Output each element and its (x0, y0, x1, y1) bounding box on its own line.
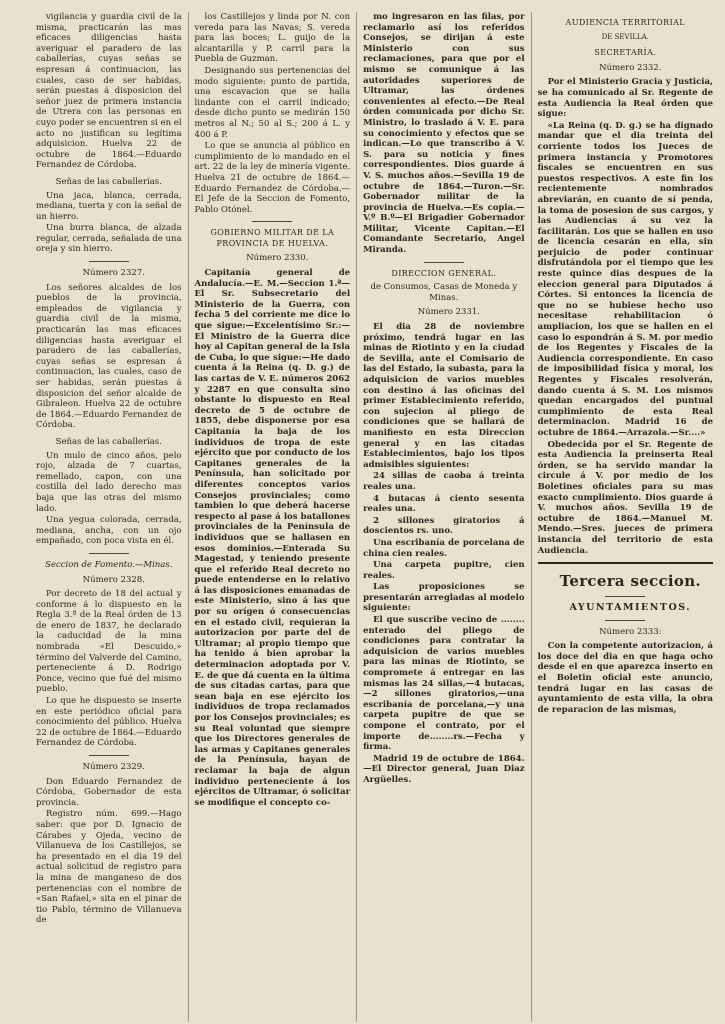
heading: Señas de las caballerías. (55, 436, 162, 447)
bold-notice (538, 641, 713, 715)
column-rule (188, 12, 189, 1022)
divider (89, 553, 129, 554)
subheading: DE SEVILLA. (601, 32, 649, 41)
paragraph: Una jaca, blanca, cerrada, mediana, tuerta y con la señal de un hierro. (36, 190, 182, 222)
paragraph: Registro núm. 699.—Hago saber: que por D. Ignacio de Cárabes y Ojeda, vecino de Villanueva de los Castillejos, se ha presentado en el dia 19 del actual solicitud de registro para la mina de manganeso de dos pertenencias con el nombre de «San Rafael,» sita en el pinar de tio Pablo, término de Villanueva de (36, 809, 182, 926)
bold-notice (363, 12, 525, 256)
paragraph: Don Eduardo Fernandez de Córdoba, Gobernador de esta provincia. (36, 776, 182, 808)
paragraph: Lo que se anuncia al público en cumplimiento de lo mandado en el art. 22 de la ley de minería vigente. Huelva 21 de octubre de 1864.—Eduardo Fernandez de Córdoba.—El Jefe de la Seccion de Fomento, Pablo Otónel. (194, 141, 351, 215)
heading: AYUNTAMIENTOS. (569, 602, 692, 614)
column-4 (532, 12, 719, 1022)
paragraph: Las proposiciones se presentarán arregladas al modelo siguiente: (363, 582, 525, 614)
paragraph: 2 sillones giratorios á doscientos rs. uno. (363, 515, 525, 537)
heading: GOBIERNO MILITAR DE LA PROVINCIA DE HUELVA. (210, 228, 335, 248)
paragraph: 24 sillas de caoba á treinta reales una. (363, 471, 525, 492)
paragraph: Una carpeta pupitre, cien reales. (363, 560, 525, 581)
paragraph: Una burra blanca, de alzada regular, cerrada, señalada de una oreja y sin hierro. (36, 223, 182, 255)
paragraph: Capitanía general de Andalucía.—E. M.—Seccion 1.ª—El Sr. Subsecretario del Ministerio de la Guerra, con fecha 5 del corriente me dice lo que sigue:—Excelentísimo Sr.:—El Ministro de la Guerra dice hoy al Capitan general de la Isla de Cuba, lo que sigue:—He dado cuenta á la Reina (q. D. g.) de las cartas de V. E. números 2062 y 2287 en que consulta sino obstante lo dispuesto en Real decreto de 5 de octubre de 1855, debe disponerse por esa Capitanía la baja de los individuos de tropa de este ejército que por conducto de los Capitanes generales de la Península, han solicitado por diferentes conceptos varios Consejos provinciales; como tambien lo que deberá hacerse respecto al pase á los batallones provinciales de la Península de individuos que se hallasen en esos dominios.—Enterada Su Magestad, y teniendo presente que el referido Real decreto no puede entenderse en lo relativo á las disposiciones emanadas de este Ministerio, sino á las que por su orígen ó consecuencias en el estado civil, requieran la autorizacion por parte del de Ultramar; al propio tiempo que ha tenido á bien aprobar la determinacion adoptada por V. E. de que dá cuenta en la última de sus citadas cartas, para que sean baja en ese ejército los individuos de tropa reclamados por los Consejos provinciales; es su Real voluntad que siempre que los Directores generales de las armas y Capitanes generales de la Península, hayan de reclamar la baja de algun individuo perteneciente á los ejércitos de Ultramar, ó solicitar se modifique el concepto co- (194, 268, 351, 808)
divider (605, 596, 645, 597)
notice-number: Número 2327. (82, 268, 145, 279)
paragraph: Madrid 19 de octubre de 1864.—El Director general, Juan Diaz Argüelles. (363, 753, 525, 785)
paragraph: Una yegua colorada, cerrada, mediana, ancha, con un ojo empañado, con poca vista en él. (36, 515, 182, 547)
paragraph: El dia 28 de noviembre próximo, tendrá lugar en las minas de Riotinto y en la ciudad de Sevilla, ante el Comisario de las del Estado, la subasta, para la adquisicion de varios muebles con destino á las oficinas del primer Establecimiento referido, con sujecion al pliego de condiciones que se hallará de manifiesto en esta Direccion general y en las citadas Establecimientos, bajo los tipos admisibles siguientes: (363, 322, 525, 470)
section-rule (538, 562, 713, 564)
section-title: Tercera seccion. (559, 572, 701, 591)
column-1 (30, 12, 188, 1022)
divider (89, 261, 129, 262)
paragraph: Por el Ministerio Gracia y Justicia, se ha comunicado al Sr. Regente de esta Audiencia la Real órden que sigue: (537, 77, 714, 120)
notice-number: Número 2328. (82, 574, 145, 585)
divider (424, 262, 464, 263)
paragraph: «La Reina (q. D. g.) se ha dignado mandar que el dia treinta del corriente todos los Jueces de primera instancia y Promotores fiscales se encuentren en sus puestos respectivos. A este fin los recientemente nombrados abreviarán, en cuanto de sí penda, la toma de posesion de sus cargos, y las Audiencias á su vez la facilitarán. Los que se hallen en uso de licencia cesarán en ella, sin perjuicio de poder continuar disfrutándola por el tiempo que les reste quince dias despues de la eleccion general para Diputados á Córtes. Si entonces la licencia de que no se hubiese hecho uso necesitase rehabilitacion ó ampliacion, los que se hallen en el caso lo espondrán á S. M. por medio de los Regentes y Fiscales de la Audiencia correspondiente. En caso de imposibilidad física y moral, los Regentes y Fiscales resolverán, dando cuenta á S. M. Los mismos quedan encargados del puntual cumplimiento de esta Real determinacion. Madrid 16 de octubre de 1864.—Arrazola.—Sr....» (537, 120, 714, 438)
paragraph: Obedecida por el Sr. Regente de esta Audiencia la preinserta Real órden, se ha servido mandar la circule á V. por medio de los Boletines oficiales para su mas exacto cumplimiento. Dios guarde á V. muchos años. Sevilla 19 de octubre de 1864.—Manuel M. Mendo.—Sres. jueces de primera instancia del territorio de esta Audiencia. (537, 439, 714, 556)
bold-notice (195, 268, 351, 808)
notice-number: Número 2329. (82, 762, 145, 772)
divider (252, 221, 292, 222)
divider (605, 620, 645, 621)
columns (30, 12, 719, 1022)
paragraph: Lo que he dispuesto se inserte en este periódico oficial para conocimiento del público. Huelva 22 de octubre de 1864.—Eduardo Fernandez de Córdoba. (36, 696, 182, 749)
paragraph: Con la competente autorizacion, á los doce del dia en que haga ocho desde el en que aparezca inserto en el Boletin oficial este anuncio, tendrá lugar en las casas de ayuntamiento de esta villa, la obra de reparacion de las mismas, (537, 641, 714, 715)
notice-number: Número 2330. (246, 253, 309, 264)
subheading: de Consumos, Casas de Moneda y Minas. (370, 282, 518, 303)
heading: SECRETARÍA. (594, 48, 657, 58)
column-rule (356, 12, 357, 1022)
heading: Señas de las caballerías. (55, 176, 162, 187)
notice-number: Número 2331. (417, 307, 480, 318)
column-3 (357, 12, 531, 1022)
section-label: Seccion de Fomento.—Minas. (45, 559, 173, 570)
paragraph: Un mulo de cinco años, pelo rojo, alzada de 7 cuartas, remellado, capon, con una costilla del lado derecho mas baja que las otras del mismo lado. (36, 450, 182, 514)
divider (89, 755, 129, 756)
paragraph: 4 butacas á ciento sesenta reales una. (363, 493, 525, 515)
paragraph: El que suscribe vecino de ........ enterado del pliego de condiciones para contratar la adquisicion de varios muebles para las minas de Riotinto, se compromete á entregar en las mismas las 24 sillas,—4 butacas,—2 sillones giratorios,—una escribanía de porcelana,—y una carpeta pupitre de que se compone el contrato, por el importe de........rs.—Fecha y firma. (363, 615, 525, 753)
paragraph: vigilancia y guardia civil de la misma, practicarán las mas eficaces diligencias hasta averiguar el paradero de las caballerías, cuyas señas se espresan á continuacion, las cuales, caso de ser habidas, serán puestas á disposicion del señor juez de primera instancia de Utrera con las personas en cuyo poder se encuentren si en el acto no justifican su legítima adquisicion. Huelva 22 de octubre de 1864.—Eduardo Fernandez de Córdoba. (36, 12, 182, 171)
paragraph: Una escribanía de porcelana de china cien reales. (363, 537, 525, 559)
bold-notice (538, 77, 713, 556)
paragraph: los Castillejos y linda por N. con vereda para las Navas; S. vereda para las boces; L. guijo de la alcantarilla y P. carril para la Puebla de Guzman. (194, 12, 351, 65)
paragraph: mo ingresaron en las filas, por reclamarlo así los referidos Consejos, se dirijan á este Ministerio con sus reclamaciones, para que por el mismo se comunique á las autoridades superiores de Ultramar, las órdenes convenientes al efecto.—De Real órden comunicada por dicho Sr. Ministro, lo traslado á V. E. para su conocimiento y efectos que se indican.—Lo que transcribo á V. S. para su noticia y fines correspondientes. Dios guarde á V. S. muchos años.—Sevilla 19 de octubre de 1864.—Turon.—Sr. Gobernador militar de la provincia de Huelva.—Es copia.—V.º B.º—El Brigadier Gobernador Militar, Vicente Capitan.—El Comandante Secretario, Angel Miranda. (363, 12, 525, 256)
column-2 (189, 12, 357, 1022)
bold-notice (363, 322, 525, 786)
heading: DIRECCION GENERAL. (391, 268, 497, 278)
paragraph: Designando sus pertenencias del modo siguiente: punto de partida, una escavacion que se halla lindante con el carril indicado; desde dicho punto se medirán 150 metros al N.; 50 al S.; 200 á L. y 400 á P. (194, 65, 351, 140)
heading: AUDIENCIA TERRITORIAL (565, 18, 686, 27)
column-rule (531, 12, 532, 1022)
paragraph: Por decreto de 18 del actual y conforme á lo dispuesto en la Regla 3.ª de la Real órden de 13 de enero de 1837, he declarado la caducidad de la mina nombrada «El Descuido,» término del Valverde del Camino, perteneciente á D. Rodrigo Ponce, vecino que fué del mismo pueblo. (36, 589, 182, 695)
notice-number: Número 2333: (599, 626, 662, 637)
paragraph: Los señores alcaldes de los pueblos de la provincia, empleados de vigilancia y guardia civil de la misma, practicarán las mas eficaces diligencias hasta averiguar el paradero de las caballerías, cuyas señas se espresan á continuacion, las cuales, caso de ser habidas, serán puestas á disposicion del señor alcalde de Gibraleon. Huelva 22 de octubre de 1864.—Eduardo Fernandez de Córdoba. (36, 282, 182, 431)
notice-number: Número 2332. (599, 62, 662, 73)
